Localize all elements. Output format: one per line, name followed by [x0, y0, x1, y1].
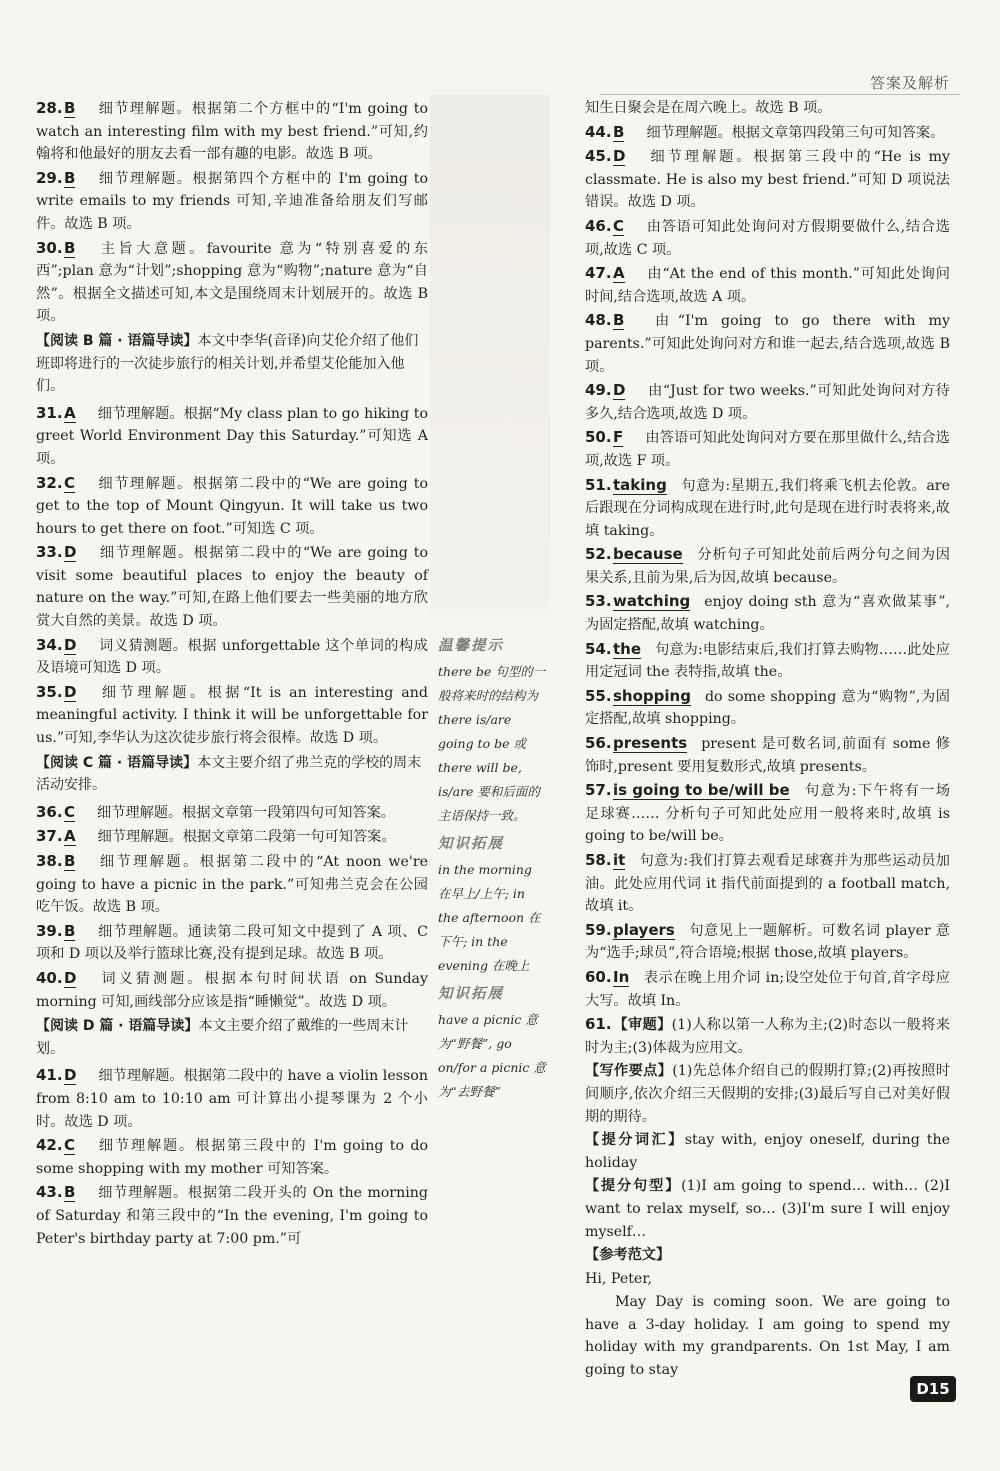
right-entry: [585, 849, 950, 918]
right-entry: [585, 262, 950, 308]
explanation-text: 词义猜测题。根据本句时间状语 on Sunday morning 可知,画线部分应该是指“睡懒觉”。故选 D 项。: [36, 970, 428, 1010]
answer-letter: D: [64, 543, 77, 562]
left-column: [36, 97, 428, 1251]
question-number: 56.: [585, 734, 612, 753]
question-number: 33.: [36, 543, 63, 562]
explanation-text: 由答语可知此处询问对方要在那里做什么,结合选项,故选 F 项。: [585, 430, 950, 469]
explanation-text: enjoy doing sth 意为“喜欢做某事”,为固定搭配,故填 watching。: [585, 594, 950, 634]
explanation-text: 细节理解题。根据第二段中的“We are going to visit some beautiful places to enjoy the beauty of nature on the way.”可知,在路上他们要去一些美丽的地方欣赏大自然的美景。故选 D 项。: [36, 545, 428, 630]
side-notes: [438, 630, 548, 1104]
answer-letter: F: [613, 428, 624, 447]
left-entry: [36, 825, 428, 849]
right-entry: [585, 1060, 950, 1128]
question-number: 37.: [36, 827, 63, 846]
right-entry: [585, 966, 950, 1012]
right-column: [585, 97, 950, 1383]
section-tag: 【写作要点】: [585, 1063, 673, 1080]
question-number: 54.: [585, 639, 612, 658]
left-entry: [36, 920, 428, 966]
question-number: 45.: [585, 147, 612, 166]
question-number: 55.: [585, 686, 612, 705]
right-entry: [585, 590, 950, 636]
answer-letter: B: [64, 1183, 76, 1202]
right-entry: [585, 1175, 950, 1243]
left-entry: [36, 1181, 428, 1250]
right-entry: [585, 97, 950, 120]
guide-text: 本文主要介绍了戴维的一些周末计划。: [36, 1018, 409, 1057]
explanation-text: 由“I'm going to go there with my parents.”可知此处询问对方和谁一起去,结合选项,故选 B 项。: [585, 313, 950, 375]
explanation-text: 表示在晚上用介词 in;设空处位于句首,首字母应大写。故填 In。: [585, 969, 950, 1009]
left-entry: [36, 801, 428, 825]
answer-word: presents: [613, 734, 688, 753]
answer-word: shopping: [613, 686, 691, 705]
right-entry: [585, 121, 950, 145]
explanation-text: 句意为:电影结束后,我们打算去购物……此处应用定冠词 the 表特指,故填 the。: [585, 641, 950, 681]
side-title-extend-1: 知识拓展: [438, 836, 504, 852]
question-number: 30.: [36, 238, 63, 257]
guide-label: 【阅读 B 篇 · 语篇导读】: [36, 332, 198, 349]
explanation-text: 主旨大意题。favourite 意为“特别喜爱的东西”;plan 意为“计划”;shopping 意为“购物”;nature 意为“自然”。根据全文描述可知,本文是围绕周末计划展开的。故选 B 项。: [36, 240, 428, 325]
explanation-text: 词义猜测题。根据 unforgettable 这个单词的构成及语境可知选 D 项。: [36, 637, 428, 677]
answer-letter: B: [613, 311, 625, 330]
question-number: 52.: [585, 545, 612, 564]
answer-letter: B: [64, 168, 76, 187]
answer-letter: B: [64, 238, 76, 257]
answer-letter: A: [613, 264, 625, 283]
left-guide: [36, 752, 428, 797]
answer-letter: D: [64, 968, 77, 987]
explanation-text: do some shopping 意为“购物”,为固定搭配,故填 shopping。: [585, 688, 950, 728]
guide-label: 【阅读 C 篇 · 语篇导读】: [36, 754, 198, 771]
question-number: 29.: [36, 168, 63, 187]
right-entry: [585, 779, 950, 848]
left-entry: [36, 1064, 428, 1133]
guide-text: 本文中李华(音译)向艾伦介绍了他们班即将进行的一次徒步旅行的相关计划,并希望艾伦能加入他们。: [36, 332, 419, 395]
question-number: 43.: [36, 1183, 63, 1202]
right-entry: [585, 145, 950, 214]
answer-letter: D: [613, 381, 626, 400]
question-number: 44.: [585, 122, 612, 141]
guide-text: 本文主要介绍了弗兰克的学校的周末活动安排。: [36, 754, 422, 794]
right-entry: [585, 215, 950, 261]
question-number: 60.: [585, 967, 612, 986]
page-header: 答案及解析: [869, 74, 950, 92]
explanation-text: 细节理解题。通读第二段可知文中提到了 A 项、C 项和 D 项以及举行篮球比赛,没有提到足球。故选 B 项。: [36, 923, 428, 963]
answer-word: because: [613, 545, 683, 564]
answer-letter: D: [64, 1066, 77, 1085]
question-number: 50.: [585, 428, 612, 447]
margin-shade: [430, 95, 550, 615]
explanation-text: 细节理解题。根据第二个方框中的“I'm going to watch an interesting film with my best friend.”可知,约翰将和他最好的朋友去看一部有趣的电影。故选 B 项。: [36, 101, 428, 163]
explanation-text: present 是可数名词,前面有 some 修饰时,present 要用复数形式,故填 presents。: [585, 736, 950, 775]
answer-word: is going to be/will be: [613, 781, 790, 800]
left-entry: [36, 97, 428, 166]
left-entry: [36, 634, 428, 680]
answer-word: In: [613, 967, 630, 986]
explanation-text: 细节理解题。根据第二段中的 have a violin lesson from 8:10 am to 10:10 am 可计算出小提琴课为 2 个小时。故选 D 项。: [36, 1068, 428, 1130]
left-entry: [36, 1134, 428, 1180]
left-entry: [36, 167, 428, 236]
question-number: 40.: [36, 968, 63, 987]
side-title-extend-2: 知识拓展: [438, 986, 504, 1002]
header-rule: [600, 94, 960, 95]
right-entry: [585, 474, 950, 543]
explanation-text: 句意见上一题解析。可数名词 player 意为“选手;球员”,符合语境;根据 those,故填 players。: [585, 922, 950, 962]
answer-letter: B: [613, 122, 625, 141]
explanation-text: 句意为:我们打算去观看足球赛并为那些运动员加油。此处应用代词 it 指代前面提到的 a football match,故填 it。: [585, 853, 950, 915]
side-title-tips: 温馨提示: [438, 638, 504, 654]
explanation-text: 细节理解题。根据第三段中的 I'm going to do some shopping with my mother 可知答案。: [36, 1138, 428, 1177]
explanation-text: 细节理解题。根据文章第四段第三句可知答案。: [646, 124, 945, 141]
right-entry: [585, 1244, 950, 1267]
question-number: 36.: [36, 802, 63, 821]
explanation-text: 句意为:星期五,我们将乘飞机去伦敦。are 后跟现在分词构成现在进行时,此句是现在进行时表将来,故填 taking。: [585, 477, 950, 539]
right-entry: [585, 685, 950, 731]
answer-letter: D: [64, 682, 77, 701]
page-number: D15: [910, 1376, 956, 1402]
question-number: 34.: [36, 635, 63, 654]
explanation-text: 细节理解题。根据“It is an interesting and meaningful activity. I think it will be unforgettable for us.”可知,李华认为这次徒步旅行将会很棒。故选 D 项。: [36, 684, 428, 747]
left-entry: [36, 850, 428, 919]
question-number: 61.: [585, 1015, 612, 1034]
answer-word: the: [613, 639, 642, 658]
right-entry: [585, 919, 950, 965]
answer-word: taking: [613, 475, 667, 494]
right-entry: [585, 638, 950, 684]
question-number: 53.: [585, 592, 612, 611]
question-number: 41.: [36, 1066, 63, 1085]
right-entry: [585, 1013, 950, 1059]
right-entry: [585, 732, 950, 778]
question-number: 38.: [36, 852, 63, 870]
explanation-text: 细节理解题。根据文章第二段第一句可知答案。: [97, 829, 396, 846]
explanation-text: (1)先总体介绍自己的假期打算;(2)再按照时间顺序,依次介绍三天假期的安排;(3)最后写自己对美好假期的期待。: [585, 1063, 950, 1125]
explanation-text: 句意为:下午将有一场足球赛…… 分析句子可知此处应用一般将来时,故填 is going to be/will be。: [585, 783, 950, 845]
question-number: 59.: [585, 920, 612, 939]
explanation-text: 细节理解题。根据第二段中的“We are going to get to the top of Mount Qingyun. It will take us two hours to get there on foot.”可知选 C 项。: [36, 475, 428, 537]
explanation-text: (1)I am going to spend… with… (2)I want to relax myself, so… (3)I'm sure I will enjoy myself…: [585, 1178, 950, 1240]
explanation-text: 知生日聚会是在周六晚上。故选 B 项。: [585, 100, 832, 116]
answer-letter: C: [64, 1136, 76, 1155]
question-number: 28.: [36, 99, 63, 117]
explanation-text: (1)人称以第一人称为主;(2)时态以一般将来时为主;(3)体裁为应用文。: [585, 1017, 950, 1056]
section-tag: 【审题】: [613, 1017, 672, 1034]
answer-letter: B: [64, 852, 76, 870]
explanation-text: 细节理解题。根据第四个方框中的 I'm going to write emails to my friends 可知,辛迪准备给朋友们写邮件。故选 B 项。: [36, 170, 428, 232]
answer-letter: C: [613, 216, 625, 235]
question-number: 49.: [585, 381, 612, 400]
left-entry: [36, 402, 428, 471]
question-number: 57.: [585, 781, 612, 800]
left-entry: [36, 541, 428, 632]
left-entry: [36, 472, 428, 541]
section-tag: 【提分词汇】: [585, 1132, 685, 1149]
right-entry: [585, 426, 950, 472]
question-number: 51.: [585, 475, 612, 494]
left-entry: [36, 237, 428, 328]
answer-letter: A: [64, 827, 76, 846]
explanation-text: stay with, enjoy oneself, during the holiday: [585, 1132, 950, 1171]
explanation-text: 细节理解题。根据“My class plan to go hiking to greet World Environment Day this Saturday.”可知选 A 项。: [36, 405, 428, 467]
answer-word: it: [613, 851, 626, 869]
explanation-text: 细节理解题。根据文章第一段第四句可知答案。: [97, 804, 395, 821]
right-entry: [585, 543, 950, 589]
explanation-text: 细节理解题。根据第二段中的“At noon we're going to have a picnic in the park.”可知弗兰克会在公园吃午饭。故选 B 项。: [36, 854, 428, 916]
answer-letter: D: [613, 147, 626, 166]
question-number: 46.: [585, 216, 612, 235]
question-number: 42.: [36, 1136, 63, 1155]
answer-word: watching: [613, 592, 691, 611]
side-text-tips: there be 句型的一般将来时的结构为 there is/are going to be 或 there will be, is/are 要和后面的主语保持一致。: [438, 664, 546, 823]
side-text-extend-2: have a picnic 意为“野餐”, go on/for a picnic 意为“去野餐”: [438, 1012, 546, 1099]
right-entry: [585, 1129, 950, 1174]
answer-letter: C: [64, 802, 76, 821]
explanation-text: 由“At the end of this month.”可知此处询问时间,结合选项,故选 A 项。: [585, 266, 950, 305]
question-number: 39.: [36, 921, 63, 940]
answer-letter: D: [64, 635, 77, 654]
question-number: 58.: [585, 851, 612, 869]
explanation-text: 分析句子可知此处前后两分句之间为因果关系,且前为果,后为因,故填 because。: [585, 547, 950, 586]
side-text-extend-1: in the morning 在早上/上午; in the afternoon 在下午; in the evening 在晚上: [438, 862, 541, 973]
answer-letter: B: [64, 921, 76, 940]
right-entry: [585, 379, 950, 425]
letter-body: May Day is coming soon. We are going to have a 3-day holiday. I am going to spend my holiday with my grandparents. On 1st May, I am going to stay: [585, 1294, 950, 1379]
explanation-text: 细节理解题。根据第二段开头的 On the morning of Saturday 和第三段中的“In the evening, I'm going to Peter's birthday party at 7:00 pm.”可: [36, 1185, 428, 1247]
answer-letter: B: [64, 99, 76, 117]
left-guide: [36, 1015, 428, 1060]
question-number: 47.: [585, 264, 612, 283]
guide-label: 【阅读 D 篇 · 语篇导读】: [36, 1018, 199, 1035]
explanation-text: 由“Just for two weeks.”可知此处询问对方待多久,结合选项,故选 D 项。: [585, 383, 950, 422]
question-number: 48.: [585, 311, 612, 330]
answer-letter: A: [64, 403, 76, 422]
question-number: 32.: [36, 473, 63, 492]
question-number: 35.: [36, 682, 63, 701]
explanation-text: 由答语可知此处询问对方假期要做什么,结合选项,故选 C 项。: [585, 218, 950, 258]
right-entry: [585, 309, 950, 378]
answer-letter: C: [64, 473, 76, 492]
left-entry: [36, 681, 428, 750]
letter-greeting: Hi, Peter,: [585, 1270, 653, 1287]
left-guide: [36, 330, 428, 398]
section-tag: 【参考范文】: [585, 1247, 671, 1264]
explanation-text: 细节理解题。根据第三段中的“He is my classmate. He is also my best friend.”可知 D 项说法错误。故选 D 项。: [585, 149, 950, 211]
question-number: 31.: [36, 403, 63, 422]
answer-word: players: [613, 920, 675, 939]
left-entry: [36, 967, 428, 1013]
section-tag: 【提分句型】: [585, 1178, 682, 1195]
